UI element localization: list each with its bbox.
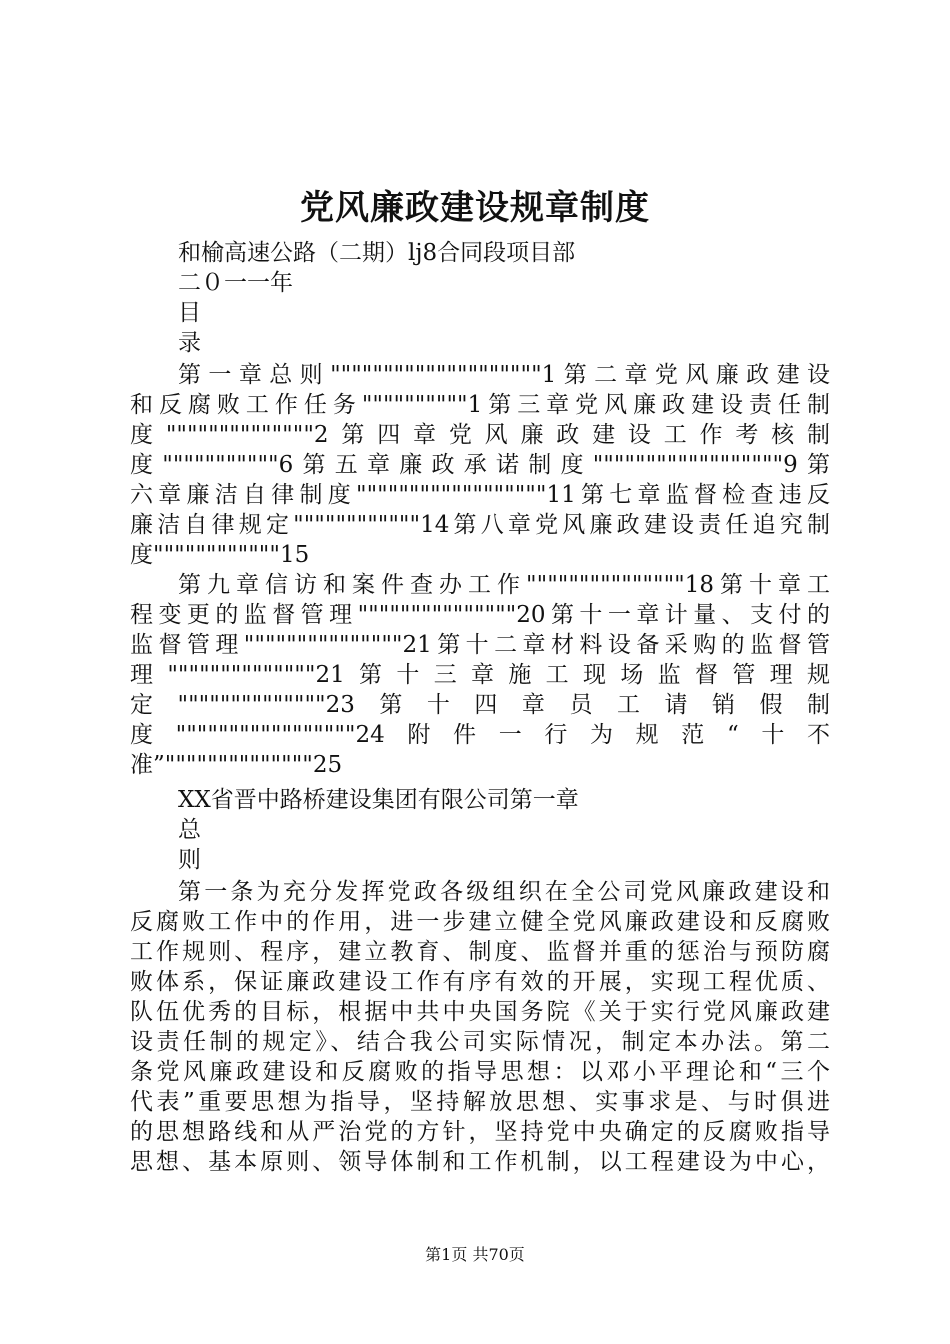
toc-heading-2: 录: [178, 330, 201, 356]
toc-heading-1: 目: [178, 300, 201, 326]
toc-line: 度"""""""""""""""""24附件一行为规范“十不: [130, 722, 830, 748]
body-line: 败体系，保证廉政建设工作有序有效的开展，实现工程优质、: [130, 969, 830, 995]
toc-line: 准”""""""""""""""25: [130, 752, 343, 778]
body-line: 反腐败工作中的作用，进一步建立健全党风廉政建设和反腐败: [130, 909, 830, 935]
toc-line: 度""""""""""""15: [130, 542, 310, 568]
toc-line: 度""""""""""""""2第四章党风廉政建设工作考核制: [130, 422, 830, 448]
year-line: 二０一一年: [178, 270, 293, 296]
toc-line: 廉洁自律规定""""""""""""14第八章党风廉政建设责任追究制: [130, 512, 830, 538]
document-title: 党风廉政建设规章制度: [300, 188, 650, 228]
body-line: 的思想路线和从严治党的方针，坚持党中央确定的反腐败指导: [130, 1119, 830, 1145]
toc-line: 第一章总则""""""""""""""""""""1第二章党风廉政建设: [178, 362, 830, 388]
body-line: 条党风廉政建设和反腐败的指导思想：以邓小平理论和“三个: [130, 1059, 830, 1085]
chapter-heading-1: 总: [178, 817, 201, 843]
toc-line: 定""""""""""""""23第十四章员工请销假制: [130, 692, 830, 718]
body-line: 第一条为充分发挥党政各级组织在全公司党风廉政建设和: [178, 879, 830, 905]
body-line: 工作规则、程序，建立教育、制度、监督并重的惩治与预防腐: [130, 939, 830, 965]
body-line: 队伍优秀的目标，根据中共中央国务院《关于实行党风廉政建: [130, 999, 830, 1025]
body-line: 思想、基本原则、领导体制和工作机制，以工程建设为中心，: [130, 1149, 830, 1175]
body-line: 设责任制的规定》、结合我公司实际情况，制定本办法。第二: [130, 1029, 830, 1055]
toc-line: 六章廉洁自律制度""""""""""""""""""11第七章监督检查违反: [130, 482, 830, 508]
toc-line: 度"""""""""""6第五章廉政承诺制度""""""""""""""""""9第: [130, 452, 830, 478]
company-line: XX省晋中路桥建设集团有限公司第一章: [178, 787, 579, 813]
chapter-heading-2: 则: [178, 847, 201, 873]
body-line: 代表”重要思想为指导，坚持解放思想、实事求是、与时俱进: [130, 1089, 830, 1115]
toc-line: 第九章信访和案件查办工作"""""""""""""""18第十章工: [178, 572, 830, 598]
toc-line: 程变更的监督管理"""""""""""""""20第十一章计量、支付的: [130, 602, 830, 628]
toc-line: 和反腐败工作任务""""""""""1第三章党风廉政建设责任制: [130, 392, 830, 418]
toc-line: 理""""""""""""""21第十三章施工现场监督管理规: [130, 662, 830, 688]
toc-line: 监督管理"""""""""""""""21第十二章材料设备采购的监督管: [130, 632, 830, 658]
project-department-line: 和榆高速公路（二期）lj8合同段项目部: [178, 240, 576, 266]
page-number-footer: 第1页 共70页: [425, 1245, 525, 1264]
